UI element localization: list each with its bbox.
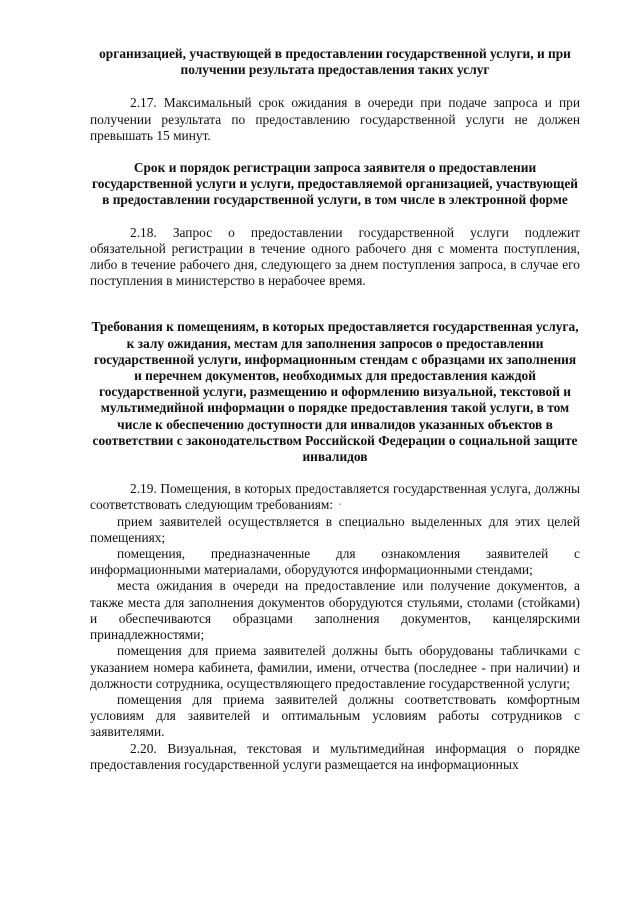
requirement-item: помещения, предназначенные для ознакомления заявителей с информационными материалами, оборудуются информационными стендами;	[90, 546, 580, 578]
requirements-list	[90, 514, 580, 741]
paragraph-2-17: 2.17. Максимальный срок ожидания в очереди при подаче запроса и при получении результата по предоставлению государственной услуги не должен превышать 15 минут.	[90, 95, 580, 143]
document-page	[90, 46, 580, 773]
paragraph-2-19	[90, 481, 580, 513]
requirement-item: места ожидания в очереди на предоставление или получение документов, а также места для заполнения документов оборудуются стульями, столами (стойками) и обеспечиваются образцами заполнения документов, канцелярскими принадлежностями;	[90, 578, 580, 643]
paragraph-2-19-text: 2.19. Помещения, в которых предоставляется государственная услуга, должны соответствовать следующим требованиям:	[90, 481, 580, 513]
section-heading-premises-requirements: Требования к помещениям, в которых предоставляется государственная услуга, к залу ожидания, местам для заполнения запросов о предоставлении государственной услуги, информационным стендам с образцами их заполнения и перечнем документов, необходимых для предоставления каждой государственной услуги, размещению и оформлению визуальной, текстовой и мультимедийной информации о порядке предоставления такой услуги, в том числе к обеспечению доступности для инвалидов указанных объектов в соответствии с законодательством Российской Федерации о социальной защите инвалидов	[91, 319, 579, 465]
paragraph-2-18: 2.18. Запрос о предоставлении государственной услуги подлежит обязательной регистрации в течение одного рабочего дня с момента поступления, либо в течение рабочего дня, следующего за днем поступления запроса, в случае его поступления в министерство в нерабочее время.	[90, 224, 580, 289]
stray-mark: ·	[337, 497, 343, 513]
section-heading-registration: Срок и порядок регистрации запроса заявителя о предоставлении государственной услуги и услуги, предоставляемой организацией, участвующей в предоставлении государственной услуги, в том числе в электронной форме	[91, 160, 578, 208]
paragraph-2-20: 2.20. Визуальная, текстовая и мультимедийная информация о порядке предоставления государственной услуги размещается на информационных	[90, 740, 580, 772]
requirement-item: помещения для приема заявителей должны соответствовать комфортным условиям для заявителей и оптимальным условиям работы сотрудников с заявителями.	[90, 691, 580, 740]
section-heading-waiting-context: организацией, участвующей в предоставлении государственной услуги, и при получении результата предоставления таких услуг	[99, 46, 571, 78]
requirement-item: помещения для приема заявителей должны быть оборудованы табличками с указанием номера кабинета, фамилии, имени, отчества (последнее - при наличии) и должности сотрудника, осуществляющего предоставление государственной услуги;	[90, 643, 580, 691]
requirement-item: прием заявителей осуществляется в специально выделенных для этих целей помещениях;	[90, 513, 580, 545]
